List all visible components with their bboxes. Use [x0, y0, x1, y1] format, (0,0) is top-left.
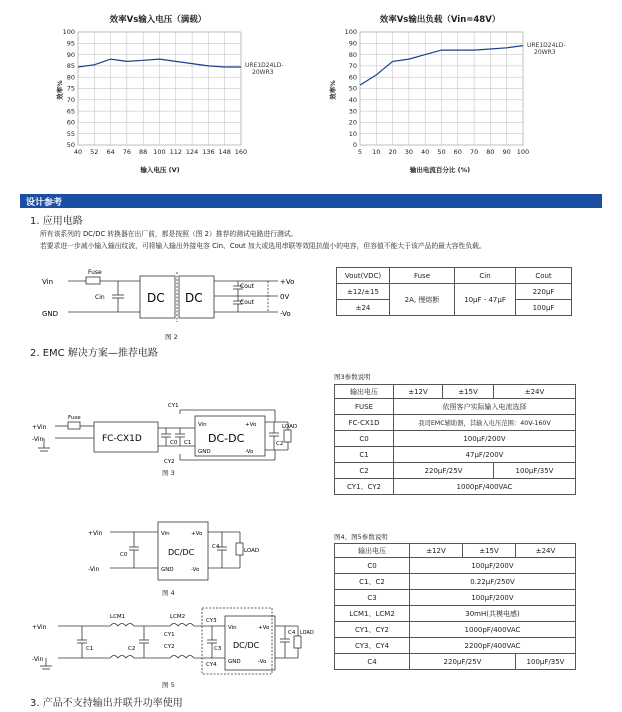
fig3-fuse: Fuse [68, 415, 81, 421]
left-chart-title: 效率Vs输入电压（满载） [109, 15, 207, 25]
table-3-cell: 1000pF/400VAC [394, 479, 576, 495]
table-3-cell: C0 [335, 431, 394, 447]
chart-x-tick: 5 [357, 148, 363, 156]
table-4-header: ±12V [410, 544, 463, 558]
fig3-vin-pos: +Vin [32, 424, 47, 431]
design-reference-banner [20, 194, 602, 208]
fig4-vo-pos: +Vo [191, 531, 203, 537]
chart-x-tick: 136 [202, 148, 215, 156]
table-4-header: ±15V [463, 544, 516, 558]
fig5-vin-pos: +Vin [32, 624, 47, 631]
chart-y-tick: 50 [66, 141, 75, 150]
right-chart-title: 效率Vs输出负载（Vin=48V） [379, 15, 501, 25]
fig3-c1: C1 [184, 440, 192, 446]
chart-y-tick: 10 [348, 129, 357, 138]
figure-3-circuit [30, 400, 300, 464]
fig5-c1: C1 [86, 646, 94, 652]
table-1-cell: 2A, 慢熔断 [390, 284, 455, 316]
chart-y-tick: 60 [66, 118, 75, 127]
table-4 [334, 543, 576, 670]
fig3-cy2: CY2 [164, 459, 175, 465]
section-3-heading: 3. 产品不支持输出并联升功率使用 [30, 698, 183, 709]
chart-y-tick: 100 [62, 28, 75, 37]
chart-x-tick: 80 [486, 148, 495, 156]
chart-y-tick: 90 [348, 39, 357, 48]
fig5-lcm2: LCM2 [170, 614, 186, 620]
table-1-header: Cin [455, 268, 516, 284]
fig2-cout-1: Cout [240, 283, 255, 290]
chart-y-tick: 80 [348, 50, 357, 59]
figure-5-caption: 图 5 [162, 681, 175, 689]
table-4-cell: CY3、CY4 [335, 638, 410, 654]
fig2-vo-pos: +Vo [280, 278, 295, 286]
left-chart-ylabel: 效率% [56, 80, 64, 100]
table-1-cell: ±24 [337, 300, 390, 316]
left-chart-model-1: URE1D24LD- [245, 62, 284, 69]
fig3-dcdc: DC-DC [208, 432, 245, 445]
table-4-cell: 30mH(共模电感) [410, 606, 576, 622]
chart-y-tick: 30 [348, 107, 357, 116]
fig3-c0: C0 [170, 440, 178, 446]
table-4-cell: C3 [335, 590, 410, 606]
table-1-header: Cout [516, 268, 572, 284]
table-3-header: ±24V [494, 385, 576, 399]
fig2-dc-1: DC [147, 291, 165, 305]
table-4-cell: 220μF/25V [410, 654, 516, 670]
fig3-cy1: CY1 [168, 403, 179, 409]
table-4-cell: 100μF/200V [410, 590, 576, 606]
table-3-cell: 220μF/25V [394, 463, 494, 479]
figure-4-caption: 图 4 [162, 589, 175, 597]
chart-y-tick: 65 [66, 107, 75, 116]
table-3-cell: 100μF/200V [394, 431, 576, 447]
chart-y-tick: 70 [66, 96, 75, 104]
chart-x-tick: 40 [421, 148, 430, 156]
fig5-cy4: CY4 [206, 662, 217, 668]
table-4-cell: C4 [335, 654, 410, 670]
table-3-cell: 47μF/200V [394, 447, 576, 463]
table-3-cell: 我司EMC辅助器，其输入电压范围：40V-160V [394, 415, 576, 431]
chart-y-tick: 90 [66, 50, 75, 59]
right-chart-model-1: URE1D24LD- [527, 42, 566, 49]
fig5-cy1: CY1 [164, 632, 175, 638]
fig4-vo-neg: -Vo [191, 567, 200, 573]
table-4-cell: 2200pF/400VAC [410, 638, 576, 654]
fig5-c3: C3 [214, 646, 222, 652]
table-1 [336, 267, 572, 316]
figure-2-caption: 图 2 [165, 333, 178, 341]
fig5-cy2: CY2 [164, 644, 175, 650]
section-2-heading: 2. EMC 解决方案—推荐电路 [30, 348, 158, 359]
fig3-vin-neg: -Vin [32, 436, 44, 443]
chart-x-tick: 88 [139, 148, 148, 156]
table-1-cell: 10μF - 47μF [455, 284, 516, 316]
chart-x-tick: 100 [153, 148, 166, 156]
chart-x-tick: 64 [106, 148, 115, 156]
figure-2-circuit [40, 262, 310, 330]
chart-y-tick: 55 [66, 129, 75, 138]
table-4-cell: C1、C2 [335, 574, 410, 590]
fig4-load: LOAD [244, 548, 260, 554]
fig5-vin-neg: -Vin [32, 656, 44, 663]
chart-y-tick: 100 [344, 28, 357, 37]
fig2-vo-zero: 0V [280, 293, 290, 301]
chart-x-tick: 50 [437, 148, 446, 156]
section-1-line-1: 所有该系列的 DC/DC 转换器在出厂前，都是按照（图 2）推荐的测试电路进行测试。 [40, 230, 298, 238]
section-1-heading: 1. 应用电路 [30, 216, 83, 227]
table-3-header: ±12V [394, 385, 443, 399]
chart-y-tick: 40 [348, 96, 357, 104]
chart-x-tick: 160 [234, 148, 248, 156]
right-chart-model-2: 20WR3 [534, 49, 556, 56]
table-4-header: 输出电压 [335, 544, 410, 558]
table-3-header: 输出电压 [335, 385, 394, 399]
fig4-dcdc: DC/DC [168, 548, 195, 557]
table-3 [334, 384, 576, 495]
table-4-cell: 1000pF/400VAC [410, 622, 576, 638]
chart-x-tick: 90 [502, 148, 511, 156]
chart-x-tick: 76 [122, 148, 132, 156]
chart-y-tick: 70 [348, 62, 357, 71]
table-4-cell: 0.22μF/250V [410, 574, 576, 590]
fig4-c4: C4 [212, 544, 220, 550]
chart-y-tick: 0 [352, 141, 357, 150]
chart-x-tick: 112 [169, 148, 183, 156]
chart-x-tick: 10 [372, 148, 381, 156]
table-4-cell: C0 [335, 558, 410, 574]
fig3-fc-cx1d: FC-CX1D [102, 434, 142, 444]
fig2-cin-label: Cin [95, 294, 105, 301]
table-4-cell: CY1、CY2 [335, 622, 410, 638]
fig5-vo-pos: +Vo [258, 625, 270, 631]
table-3-caption: 图3参数说明 [334, 373, 371, 381]
fig2-fuse-label: Fuse [88, 269, 102, 276]
fig3-vo-pos: +Vo [245, 422, 257, 428]
fig5-gnd: GND [228, 659, 241, 665]
table-1-cell: 100μF [516, 300, 572, 316]
right-chart [328, 28, 566, 174]
fig4-vin-pos: +Vin [88, 530, 103, 537]
banner-title: 设计参考 [26, 198, 63, 208]
table-3-header: ±15V [443, 385, 494, 399]
table-3-cell: 100μF/35V [494, 463, 576, 479]
left-chart [55, 28, 284, 174]
chart-y-tick: 20 [348, 118, 357, 127]
chart-y-tick: 85 [66, 62, 75, 71]
fig4-c0: C0 [120, 552, 128, 558]
table-1-header: Vout(VDC) [337, 268, 390, 284]
table-4-cell: LCM1、LCM2 [335, 606, 410, 622]
fig5-vin: Vin [228, 625, 237, 631]
chart-x-tick: 52 [90, 148, 99, 156]
table-3-cell: C1 [335, 447, 394, 463]
fig3-gnd: GND [198, 449, 211, 455]
chart-y-tick: 75 [66, 84, 75, 93]
chart-x-tick: 124 [185, 148, 199, 156]
fig4-vin-neg: -Vin [88, 566, 100, 573]
fig5-cy3: CY3 [206, 618, 217, 624]
left-chart-xlabel: 输入电压 (V) [140, 166, 180, 174]
table-1-cell: 220μF [516, 284, 572, 300]
table-3-cell: CY1、CY2 [335, 479, 394, 495]
chart-y-tick: 80 [66, 73, 75, 82]
table-4-cell: 100μF/35V [516, 654, 576, 670]
table-3-cell: FC-CX1D [335, 415, 394, 431]
fig2-vin-label: Vin [42, 278, 54, 286]
chart-y-tick: 95 [66, 39, 75, 48]
figure-5-circuit [30, 606, 314, 676]
table-4-cell: 100μF/200V [410, 558, 576, 574]
chart-y-tick: 50 [348, 84, 357, 93]
fig5-vo-neg: -Vo [258, 659, 267, 665]
efficiency-charts [0, 0, 622, 190]
fig5-load: LOAD [300, 630, 314, 636]
right-chart-xlabel: 输出电流百分比 (%) [409, 166, 471, 174]
chart-x-tick: 20 [388, 148, 397, 156]
figure-3-caption: 图 3 [162, 469, 175, 477]
chart-x-tick: 148 [218, 148, 231, 156]
fig2-gnd-label: GND [42, 310, 59, 318]
fig2-dc-2: DC [185, 291, 203, 305]
fig3-c2: C2 [276, 441, 284, 447]
table-3-cell: 依照客户实际输入电流选择 [394, 399, 576, 415]
fig2-cout-2: Cout [240, 299, 255, 306]
chart-x-tick: 30 [404, 148, 414, 156]
table-1-header: Fuse [390, 268, 455, 284]
table-3-cell: FUSE [335, 399, 394, 415]
table-1-cell: ±12/±15 [337, 284, 390, 300]
fig4-vin: Vin [161, 531, 170, 537]
chart-y-tick: 60 [348, 73, 357, 82]
fig3-load: LOAD [282, 424, 298, 430]
chart-x-tick: 70 [469, 148, 479, 156]
chart-x-tick: 100 [516, 148, 530, 156]
table-4-header: ±24V [516, 544, 576, 558]
figure-4-circuit [80, 518, 260, 584]
table-3-cell: C2 [335, 463, 394, 479]
fig5-dcdc: DC/DC [233, 641, 260, 650]
fig3-vo-neg: -Vo [245, 449, 254, 455]
fig5-c2: C2 [128, 646, 136, 652]
section-1-line-2: 若要求进一步减小输入输出纹波，可将输入输出外接电容 Cin、Cout 加大或选用串联等效阻抗值小的电容，但容值不能大于该产品的最大容性负载。 [40, 242, 486, 250]
fig4-gnd: GND [161, 567, 174, 573]
chart-x-tick: 40 [73, 148, 83, 156]
fig3-vin: Vin [198, 422, 207, 428]
fig2-vo-neg: -Vo [280, 310, 291, 318]
fig5-c4: C4 [288, 630, 296, 636]
fig5-lcm1: LCM1 [110, 614, 126, 620]
table-4-caption: 图4、图5参数说明 [334, 533, 388, 541]
chart-x-tick: 60 [453, 148, 462, 156]
left-chart-model-2: 20WR3 [252, 69, 274, 76]
right-chart-ylabel: 效率% [329, 80, 337, 100]
